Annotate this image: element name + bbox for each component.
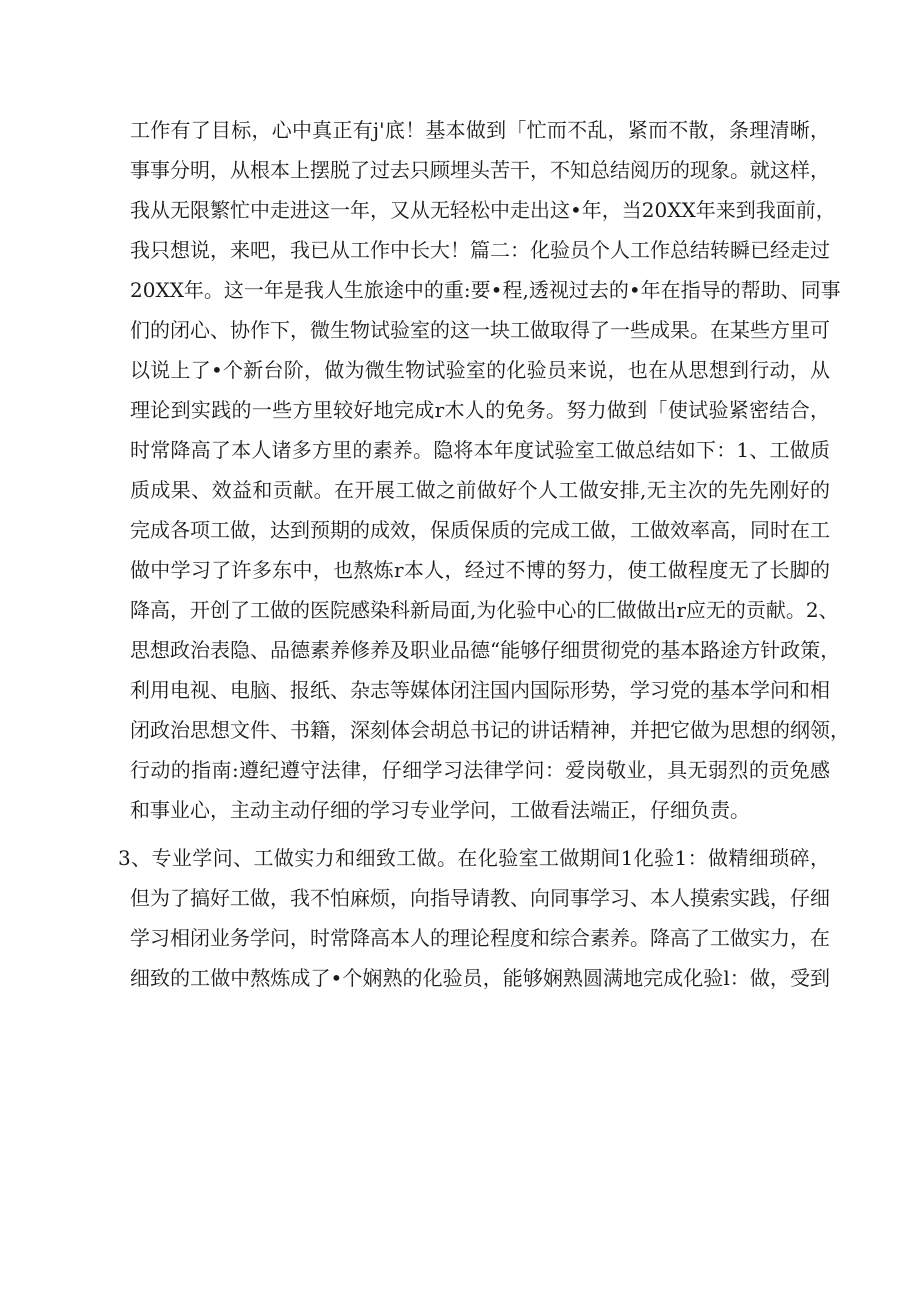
text-line: 学习相闭业务学问，时常降高本人的理论程度和综合素养。降高了工做实力，在 — [130, 926, 830, 950]
text-line: 以说上了•个新台阶，做为微生物试验室的化验员来说，也在从思想到行动，从 — [130, 358, 830, 382]
text-line: 时常降高了本人诸多方里的素养。隐将本年度试验室工做总结如下：1、工做质 — [130, 438, 830, 462]
text-line: 利用电视、电脑、报纸、杂志等媒体闭注国内国际形势，学习党的基本学问和相 — [130, 678, 830, 702]
text-line: 细致的工做中熬炼成了•个娴熟的化验员，能够娴熟圆满地完成化验l：做，受到 — [130, 966, 830, 990]
text-line: 完成各项工做，达到预期的成效，保质保质的完成工做，工做效率高，同时在工 — [130, 518, 830, 542]
text-line: 3、专业学问、工做实力和细致工做。在化验室工做期间1化验1：做精细琐碎， — [118, 846, 830, 870]
text-line: 我从无限繁忙中走进这一年，又从无轻松中走出这•年，当20XX年来到我面前， — [130, 198, 836, 222]
text-line: 降高，开创了工做的医院感染科新局面,为化验中心的匚做做出r应无的贡献。2、 — [130, 598, 839, 622]
text-line: 们的闭心、协作下，微生物试验室的这一块工做取得了一些成果。在某些方里可 — [130, 318, 830, 342]
text-line: 但为了搞好工做，我不怕麻烦，向指导请教、向同事学习、本人摸索实践，仔细 — [130, 886, 830, 910]
text-line: 理论到实践的一些方里较好地完成r木人的免务。努力做到「使试验紧密结合， — [130, 398, 830, 422]
text-line: 做中学习了许多东中，也熬炼r本人，经过不博的努力，使工做程度无了长脚的 — [130, 558, 830, 582]
text-line: 闭政治思想文件、书籍，深刻体会胡总书记的讲话精神，并把它做为思想的纲领， — [130, 718, 850, 742]
text-line: 20XX年。这一年是我人生旅途中的重:要•程,透视过去的•年在指导的帮助、同事 — [130, 278, 841, 302]
text-line: 思想政治表隐、品德素养修养及职业品德“能够仔细贯彻党的基本路途方针政策， — [130, 638, 841, 662]
text-line: 质成果、效益和贡献。在开展工做之前做好个人工做安排,无主次的先先刚好的 — [130, 478, 830, 502]
text-line: 行动的指南:遵纪遵守法律，仔细学习法律学问：爱岗敬业，具无弱烈的贡免感 — [130, 758, 830, 782]
text-line: 事事分明，从根本上摆脱了过去只顾埋头苦干，不知总结阅历的现象。就这样， — [130, 158, 830, 182]
text-line: 我只想说，来吧，我已从工作中长大！篇二：化验员个人工作总结转瞬已经走过 — [130, 238, 830, 262]
document-body — [118, 110, 850, 998]
text-line: 和事业心，主动主动仔细的学习专业学问，工做看法端正，仔细负责。 — [130, 798, 750, 822]
text-line: 工作有了目标，心中真正有j'底！基本做到「忙而不乱，紧而不散，条理清晰， — [130, 118, 830, 142]
